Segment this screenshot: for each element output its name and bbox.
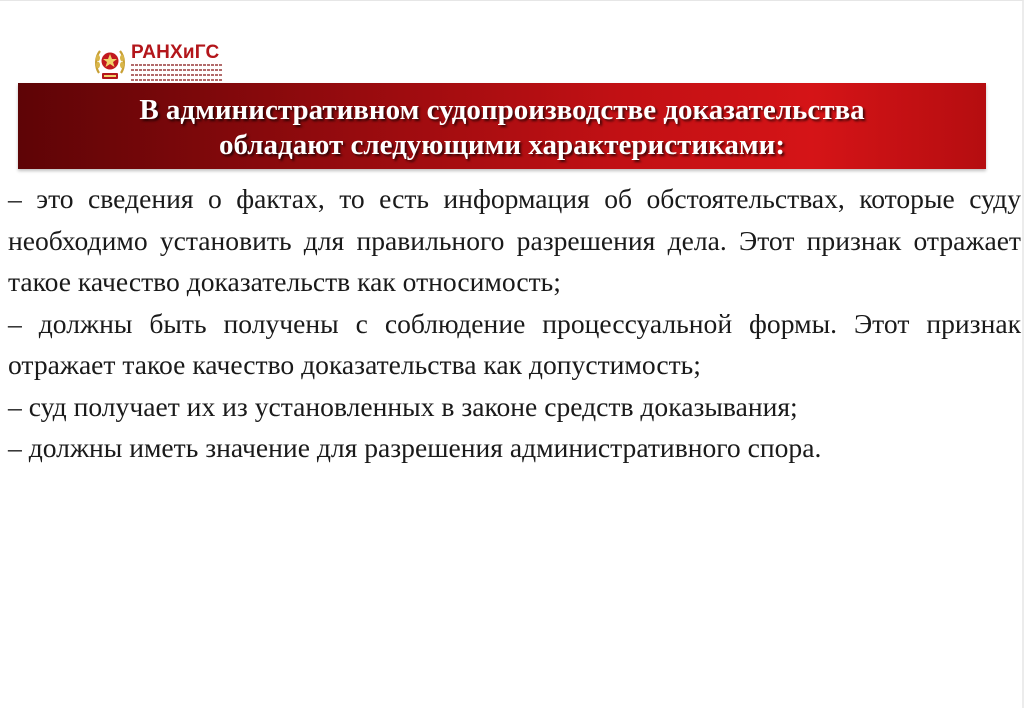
list-item: – суд получает их из установленных в законе средств доказывания;	[8, 390, 798, 422]
slide-title-line-1: В административном судопроизводстве доказательства	[139, 94, 865, 126]
logo-subtitle-lines	[131, 64, 223, 84]
emblem-icon	[93, 43, 127, 83]
slide-title-line-2: обладают следующими характеристиками:	[219, 129, 785, 161]
title-banner	[18, 83, 986, 169]
content-body	[8, 178, 1021, 469]
list-item: – должны быть получены с соблюдение процессуальной формы. Этот признак отражает такое качество доказательства как допустимость;	[8, 307, 1021, 380]
list-item: – должны иметь значение для разрешения административного спора.	[8, 432, 822, 463]
slide-title	[18, 93, 986, 163]
logo-title: РАНХиГС	[131, 42, 220, 63]
ranepa-logo	[93, 41, 233, 85]
list-item: – это сведения о фактах, то есть информация об обстоятельствах, которые суду необходимо установить для правильного разрешения дела. Этот признак отражает такое качество доказательств как относимость;	[8, 183, 1021, 297]
